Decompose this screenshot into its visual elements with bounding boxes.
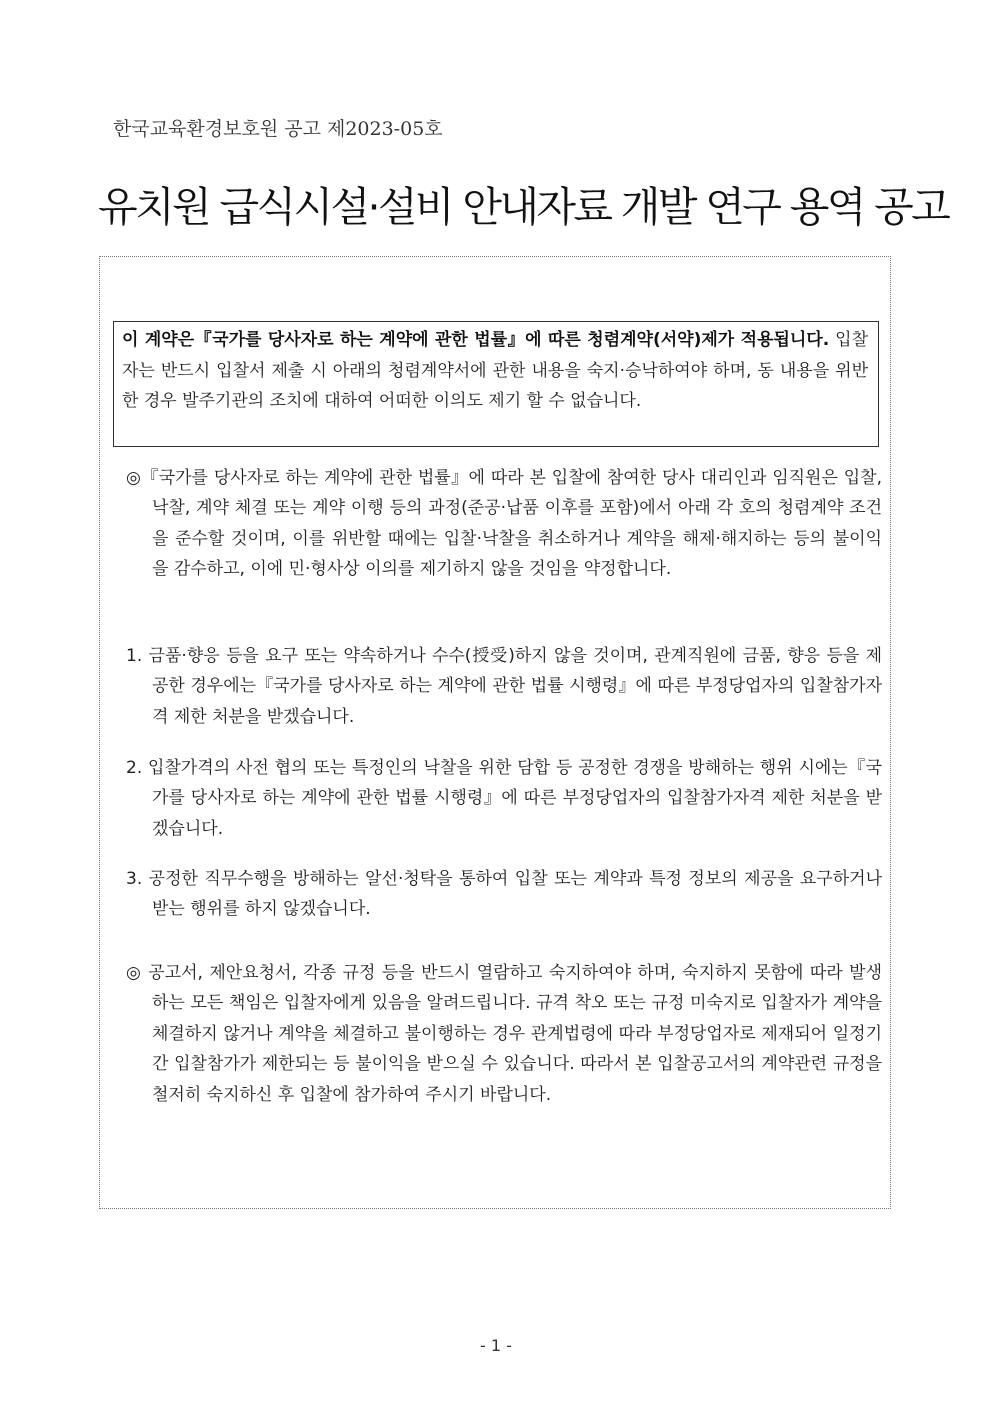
closing-paragraph: ◎ 공고서, 제안요청서, 각종 규정 등을 반드시 열람하고 숙지하여야 하며, 숙지하지 못함에 따라 발생하는 모든 책임은 입찰자에게 있음을 알려드립니다. 규격 착오 또는 규정 미숙지로 입찰자가 계약을 체결하지 않거나 계약을 체결하고 불이행하는 경우 관계법령에 따라 부정당업자로 제재되어 일정기간 입찰참가가 제한되는 등 불이익을 받으실 수 있습니다. 따라서 본 입찰공고서의 계약관련 규정을 철저히 숙지하신 후 입찰에 참가하여 주시기 바랍니다. — [126, 963, 882, 1105]
clause-item-3: 3. 공정한 직무수행을 방해하는 알선·청탁을 통하여 입찰 또는 계약과 특정 정보의 제공을 요구하거나 받는 행위를 하지 않겠습니다. — [126, 869, 882, 920]
integrity-contract-notice — [113, 321, 879, 447]
notice-bold-text: 이 계약은『국가를 당사자로 하는 계약에 관한 법률』에 따른 청렴계약(서약)제가 적용됩니다. — [122, 330, 830, 350]
clause-item-2: 2. 입찰가격의 사전 협의 또는 특정인의 낙찰을 위한 담합 등 공정한 경쟁을 방해하는 행위 시에는『국가를 당사자로 하는 계약에 관한 법률 시행령』에 따른 부정당업자의 입찰참가자격 제한 처분을 받겠습니다. — [126, 758, 882, 839]
document-title: 유치원 급식시설·설비 안내자료 개발 연구 용역 공고 — [98, 183, 949, 231]
clause-item-1: 1. 금품·향응 등을 요구 또는 약속하거나 수수(授受)하지 않을 것이며, 관계직원에 금품, 향응 등을 제공한 경우에는『국가를 당사자로 하는 계약에 관한 법률 시행령』에 따른 부정당업자의 입찰참가자격 제한 처분을 받겠습니다. — [126, 646, 882, 727]
intro-paragraph: ◎『국가를 당사자로 하는 계약에 관한 법률』에 따라 본 입찰에 참여한 당사 대리인과 임직원은 입찰, 낙찰, 계약 체결 또는 계약 이행 등의 과정(준공·납품 이후를 포함)에서 아래 각 호의 청렴계약 조건을 준수할 것이며, 이를 위반할 때에는 입찰·낙찰을 취소하거나 계약을 해제·해지하는 등의 불이익을 감수하고, 이에 민·형사상 이의를 제기하지 않을 것임을 약정합니다. — [126, 468, 882, 580]
page-number: - 1 - — [480, 1336, 512, 1355]
notice-number: 한국교육환경보호원 공고 제2023-05호 — [113, 118, 443, 140]
notice-normal-text: 입찰자는 반드시 입찰서 제출 시 아래의 청렴계약서에 관한 내용을 숙지·승낙하여야 하며, 동 내용을 위반한 경우 발주기관의 조치에 대하여 어떠한 이의도 제기 할 수 없습니다. — [122, 330, 868, 411]
